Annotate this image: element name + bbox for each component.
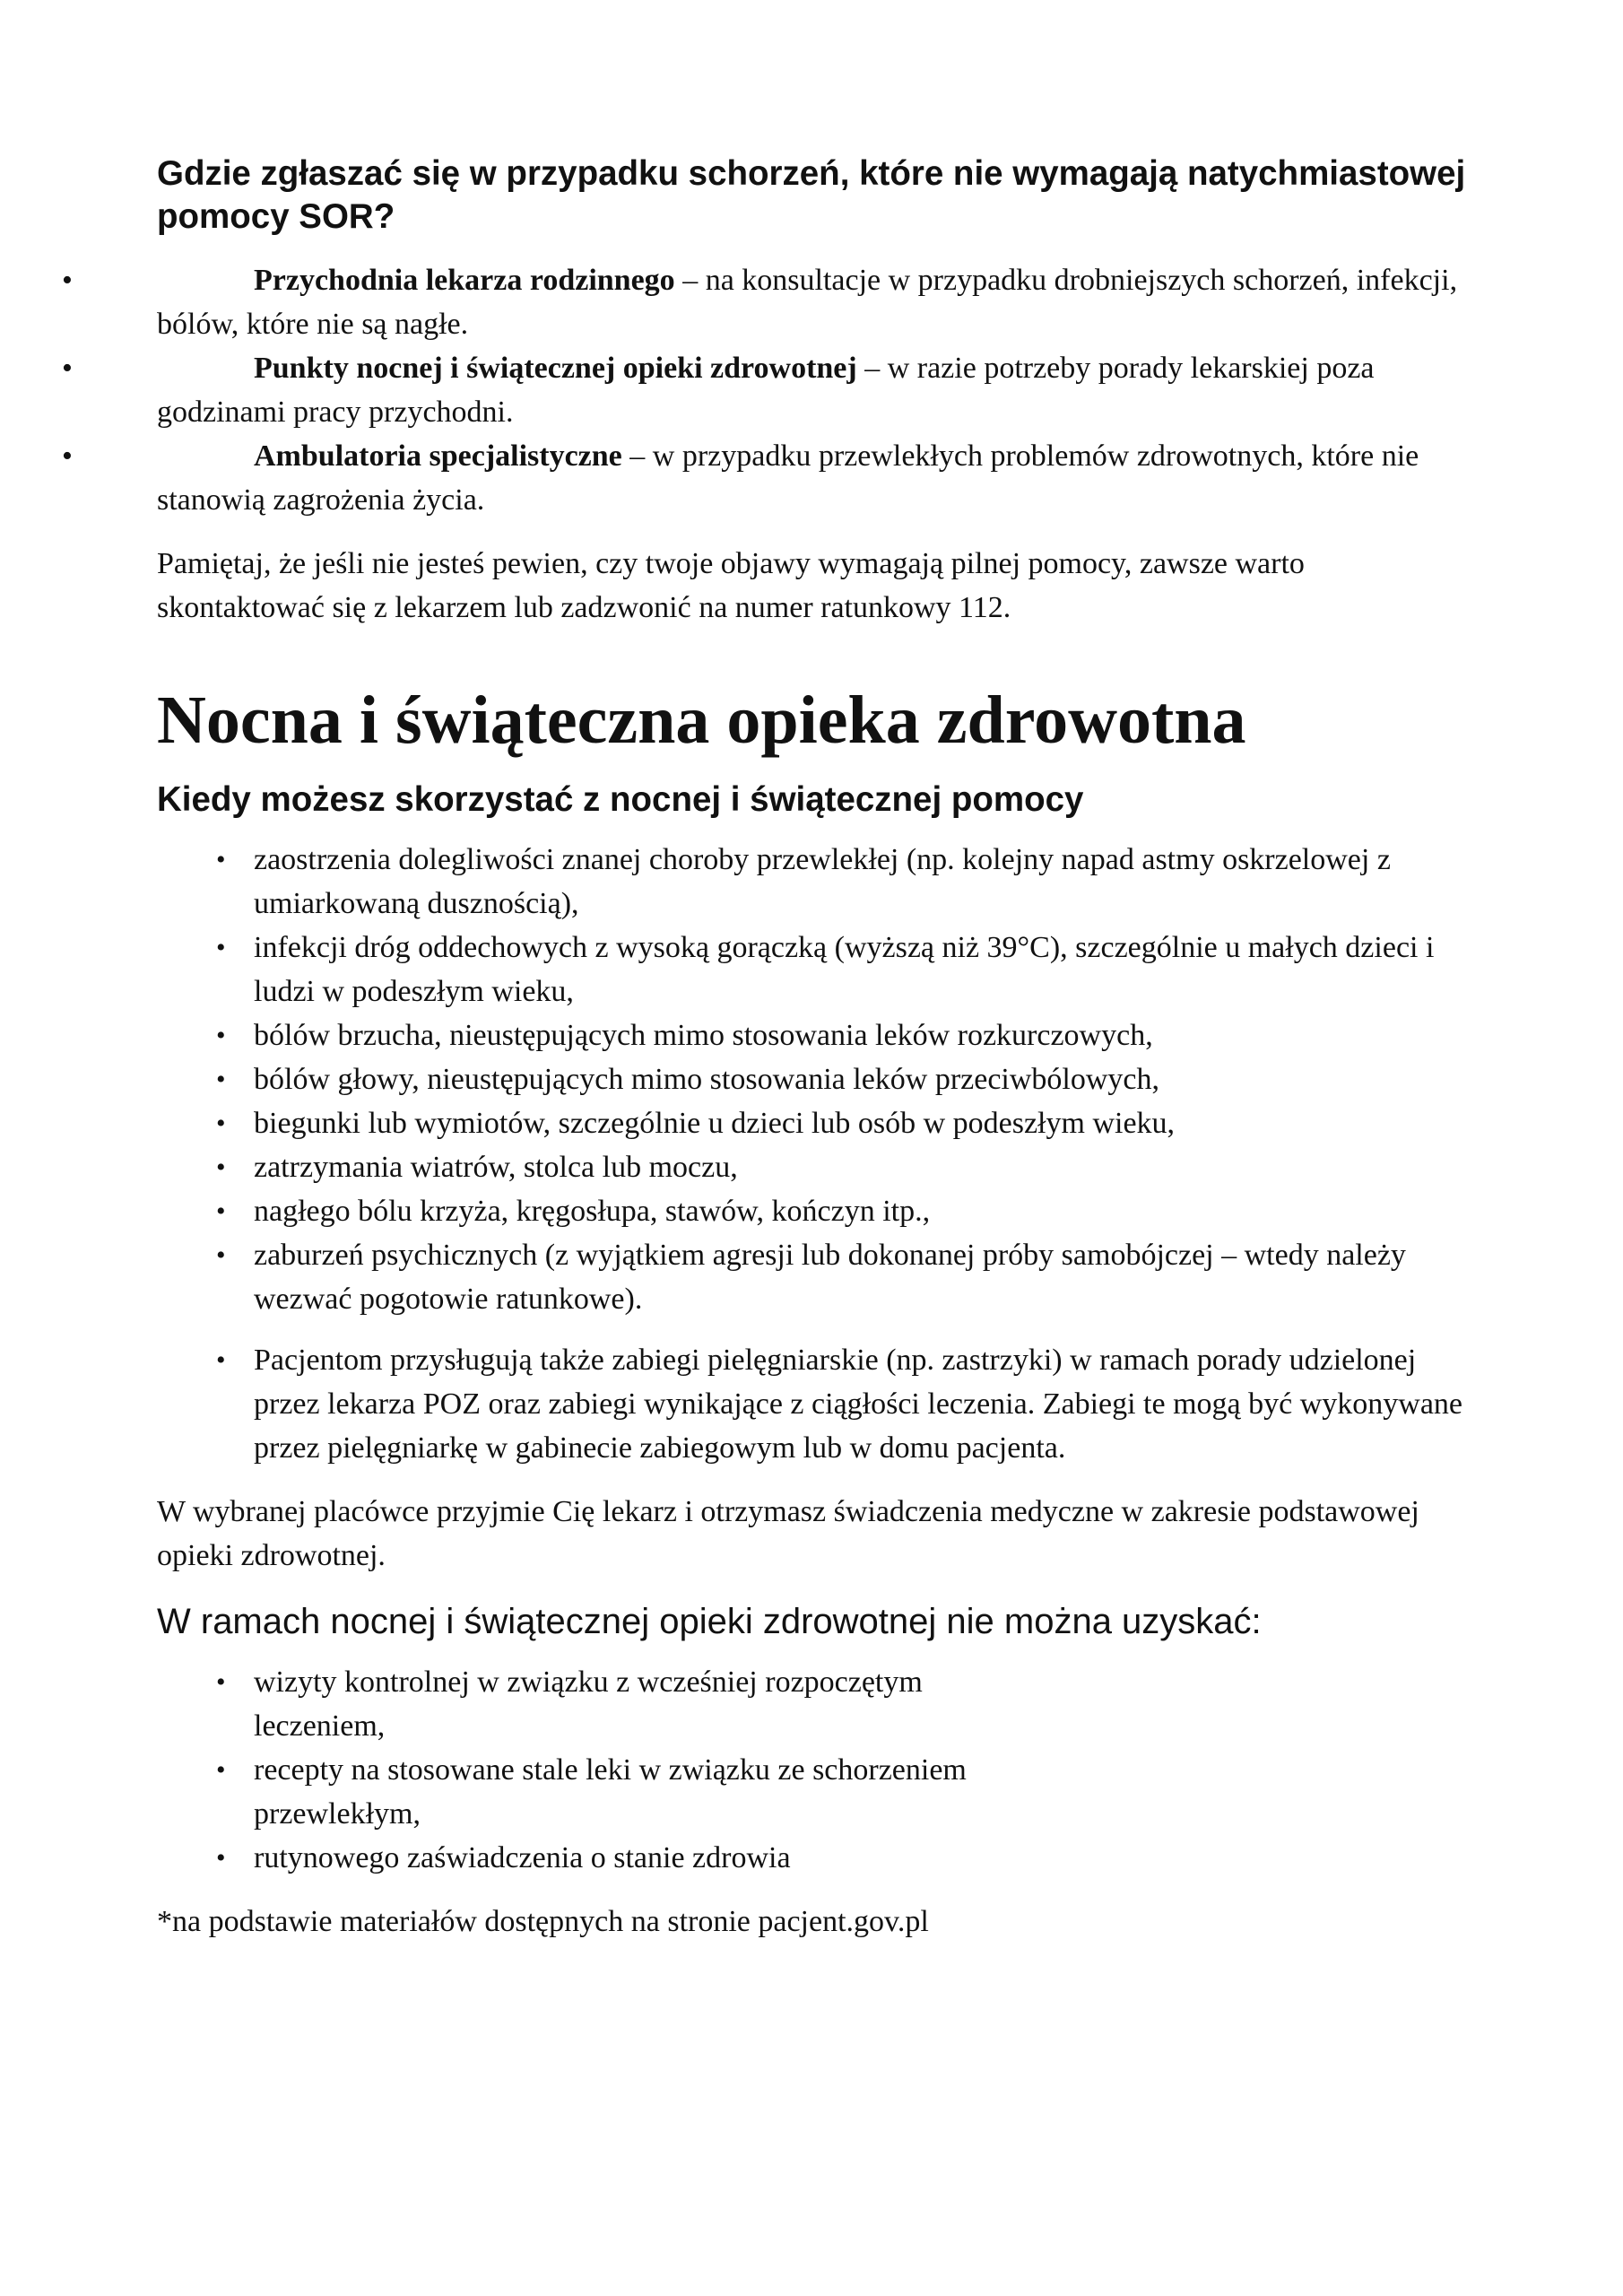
cannot-list [157,1660,1061,1880]
source-footnote: *na podstawie materiałów dostępnych na stronie pacjent.gov.pl [157,1905,929,1938]
bullet-icon: • [216,1021,226,1050]
document-content [62,152,1475,1944]
list-item-text: zatrzymania wiatrów, stolca lub moczu, [254,1151,738,1184]
list-item-text: infekcji dróg oddechowych z wysoką gorączką (wyższą niż 39°C), szczególnie u małych dzieci i ludzi w podeszłym wieku, [254,931,1435,1008]
where-list [62,258,1475,522]
bullet-icon: • [216,1152,226,1182]
item-bold: Przychodnia lekarza rodzinnego [254,264,675,297]
list-item [62,258,1475,346]
list-item [216,1101,1475,1145]
bullet-icon: • [216,1345,226,1375]
bullet-icon: • [216,1667,226,1697]
list-item [216,1338,1475,1470]
item-text: – w przypadku przewlekłych problemów zdrowotnych, które nie stanowią zagrożenia życia. [157,439,1419,517]
bullet-icon: • [216,1843,226,1873]
bullet-icon: • [216,1109,226,1138]
item-text: – na konsultacje w przypadku drobniejszych schorzeń, infekcji, bólów, które nie są nagłe. [157,264,1458,341]
when-list [157,838,1475,1321]
clinic-paragraph: W wybranej placówce przyjmie Cię lekarz i otrzymasz świadczenia medyczne w zakresie podstawowej opieki zdrowotnej. [157,1495,1419,1572]
list-item [216,1145,1475,1189]
list-item-text: recepty na stosowane stale leki w związku ze schorzeniem przewlekłym, [254,1753,967,1831]
nursing-list [157,1338,1475,1470]
list-item [62,346,1475,434]
list-item [216,1057,1475,1101]
list-item [216,1233,1475,1321]
page-title: Nocna i świąteczna opieka zdrowotna [157,683,1246,758]
list-item [216,926,1475,1013]
section-heading-when: Kiedy możesz skorzystać z nocnej i świątecznej pomocy [157,780,1084,819]
item-text: – w razie potrzeby porady lekarskiej poza godzinami pracy przychodni. [157,352,1375,429]
bullet-icon: • [62,264,73,297]
list-item-text: bólów głowy, nieustępujących mimo stosowania leków przeciwbólowych, [254,1063,1160,1096]
list-item-text: zaburzeń psychicznych (z wyjątkiem agresji lub dokonanej próby samobójczej – wtedy należy wezwać pogotowie ratunkowe). [254,1239,1406,1316]
bullet-icon: • [62,439,73,473]
list-item-text: biegunki lub wymiotów, szczególnie u dzieci lub osób w podeszłym wieku, [254,1107,1176,1140]
list-item [216,1013,1475,1057]
list-item [216,1660,1061,1748]
section-heading-cannot: W ramach nocnej i świątecznej opieki zdrowotnej nie można uzyskać: [157,1602,1262,1641]
list-item-text: rutynowego zaświadczenia o stanie zdrowia [254,1841,791,1874]
bullet-icon: • [216,1196,226,1226]
bullet-icon: • [216,1240,226,1270]
list-item [62,434,1475,522]
list-item-text: bólów brzucha, nieustępujących mimo stosowania leków rozkurczowych, [254,1019,1153,1052]
list-item-text: zaostrzenia dolegliwości znanej choroby przewlekłej (np. kolejny napad astmy oskrzelowej z umiarkowaną dusznością), [254,843,1391,920]
list-item [216,838,1475,926]
reminder-paragraph: Pamiętaj, że jeśli nie jesteś pewien, czy twoje objawy wymagają pilnej pomocy, zawsze warto skontaktować się z lekarzem lub zadzwonić na numer ratunkowy 112. [157,547,1305,624]
section-heading-where: Gdzie zgłaszać się w przypadku schorzeń, które nie wymagają natychmiastowej pomocy SOR? [157,154,1466,236]
bullet-icon: • [62,352,73,385]
bullet-icon: • [216,933,226,962]
list-item [216,1836,1061,1880]
bullet-icon: • [216,1755,226,1785]
item-bold: Punkty nocnej i świątecznej opieki zdrowotnej [254,352,857,385]
list-item [216,1748,1061,1836]
list-item-text: nagłego bólu krzyża, kręgosłupa, stawów, kończyn itp., [254,1195,931,1228]
bullet-icon: • [216,1065,226,1094]
list-item-text: Pacjentom przysługują także zabiegi pielęgniarskie (np. zastrzyki) w ramach porady udzielonej przez lekarza POZ oraz zabiegi wynikające z ciągłości leczenia. Zabiegi te mogą być wykonywane przez pielęgniarkę w gabinecie zabiegowym lub w domu pacjenta. [254,1344,1463,1465]
bullet-icon: • [216,845,226,874]
list-item-text: wizyty kontrolnej w związku z wcześniej rozpoczętym leczeniem, [254,1665,923,1743]
list-item [216,1189,1475,1233]
item-bold: Ambulatoria specjalistyczne [254,439,622,473]
